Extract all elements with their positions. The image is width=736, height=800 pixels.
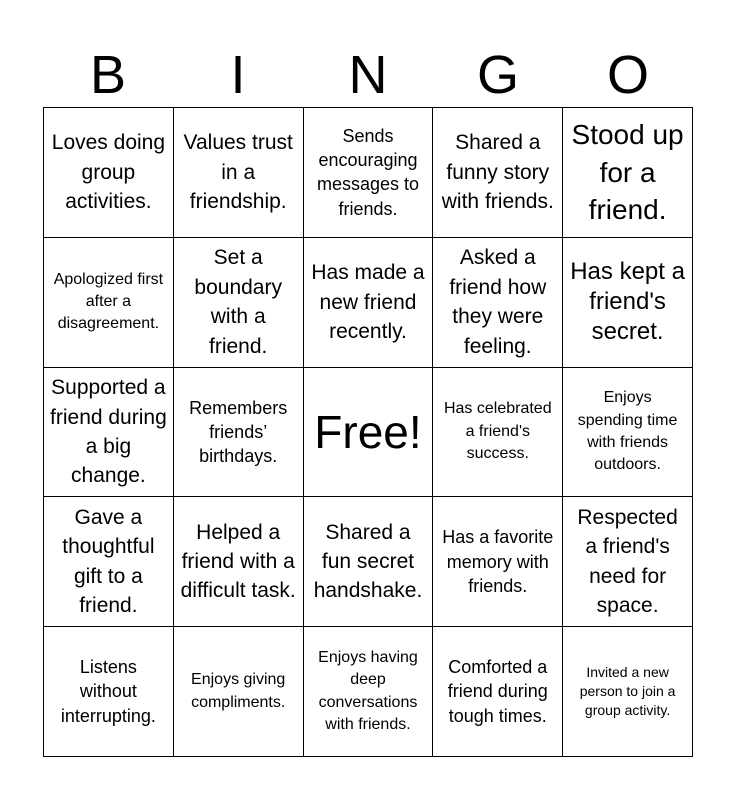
header-letter-o: O (606, 45, 649, 105)
bingo-cell[interactable] (433, 108, 563, 238)
bingo-cell[interactable] (174, 368, 304, 498)
cell-text: Gave a thoughtful gift to a friend. (62, 506, 155, 618)
cell-text: Shared a funny story with friends. (441, 131, 554, 214)
free-space-label: Free! (314, 405, 422, 458)
cell-text: Apologized first after a disagreement. (53, 270, 164, 333)
bingo-cell[interactable] (563, 238, 693, 368)
header-letter-b: B (89, 45, 127, 105)
cell-text: Listens without interrupting. (60, 657, 156, 726)
bingo-cell[interactable] (44, 238, 174, 368)
cell-text: Has a favorite memory with friends. (442, 527, 554, 596)
bingo-cell[interactable] (563, 497, 693, 627)
bingo-cell[interactable] (44, 368, 174, 498)
cell-text: Values trust in a friendship. (183, 131, 293, 214)
cell-text: Stood up for a friend. (571, 118, 684, 226)
cell-text: Has kept a friend's secret. (570, 258, 685, 346)
header-letter-g: G (476, 45, 519, 105)
cell-text: Enjoys giving compliments. (191, 671, 286, 711)
bingo-cell[interactable] (304, 108, 434, 238)
cell-text: Loves doing group activities. (51, 131, 166, 214)
bingo-cell[interactable] (304, 627, 434, 757)
cell-text: Has made a new friend recently. (311, 261, 425, 343)
cell-text: Enjoys spending time with friends outdoors. (577, 389, 678, 474)
bingo-cell[interactable] (563, 368, 693, 498)
bingo-cell[interactable] (433, 368, 563, 498)
cell-text: Invited a new person to join a group activity. (579, 664, 676, 719)
cell-text: Asked a friend how they were feeling. (449, 246, 547, 358)
header-letter-i: I (230, 45, 246, 105)
header-letter-n: N (348, 45, 388, 105)
bingo-cell[interactable] (433, 238, 563, 368)
cell-text: Set a boundary with a friend. (194, 246, 282, 358)
bingo-header (43, 42, 693, 108)
bingo-cell[interactable] (304, 497, 434, 627)
bingo-cell[interactable] (433, 627, 563, 757)
cell-text: Remembers friends’ birthdays. (189, 397, 288, 467)
cell-text: Supported a friend during a big change. (50, 376, 167, 488)
bingo-cell[interactable] (44, 108, 174, 238)
free-space[interactable] (304, 368, 434, 498)
bingo-cell[interactable] (44, 627, 174, 757)
bingo-cell[interactable] (304, 238, 434, 368)
cell-text: Shared a fun secret handshake. (313, 520, 423, 603)
cell-text: Respected a friend's need for space. (577, 506, 678, 618)
cell-text: Sends encouraging messages to friends. (316, 125, 420, 219)
cell-text: Enjoys having deep conversations with friends. (318, 648, 418, 733)
bingo-cell[interactable] (174, 497, 304, 627)
bingo-cell[interactable] (44, 497, 174, 627)
bingo-cell[interactable] (174, 108, 304, 238)
bingo-cell[interactable] (174, 627, 304, 757)
cell-text: Helped a friend with a difficult task. (180, 520, 296, 603)
cell-text: Has celebrated a friend's success. (443, 400, 552, 463)
bingo-cell[interactable] (563, 108, 693, 238)
bingo-cell[interactable] (433, 497, 563, 627)
bingo-cell[interactable] (563, 627, 693, 757)
cell-text: Comforted a friend during tough times. (447, 657, 548, 726)
bingo-card (43, 107, 693, 757)
bingo-cell[interactable] (174, 238, 304, 368)
